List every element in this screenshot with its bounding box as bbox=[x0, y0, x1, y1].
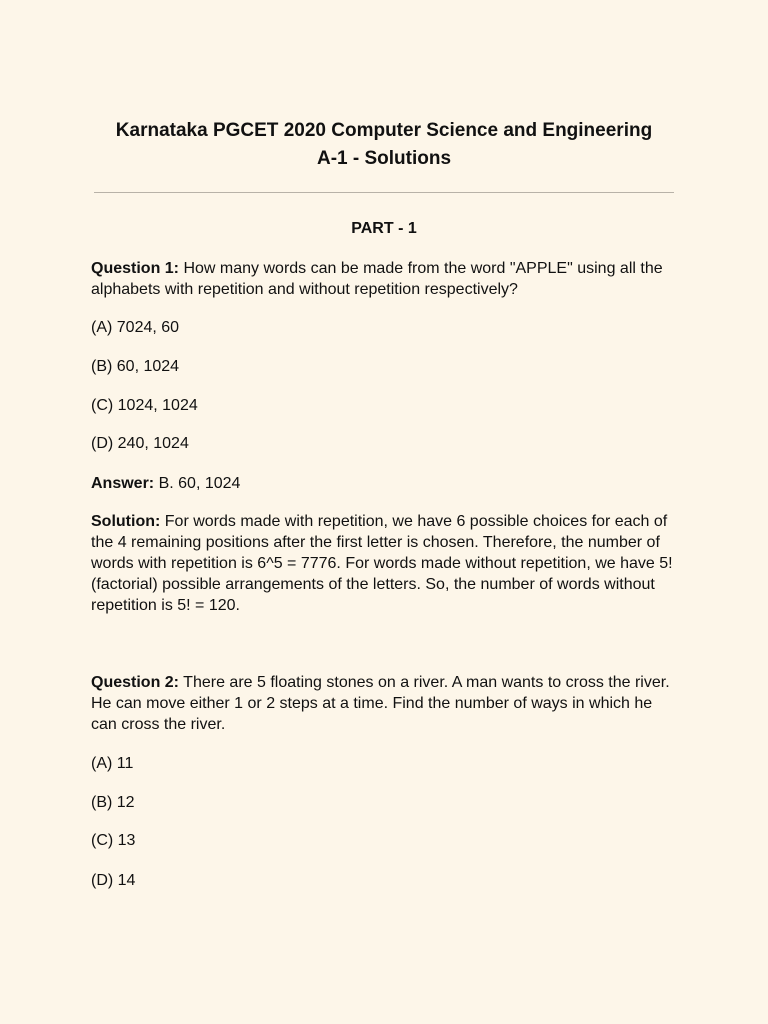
question-1-solution bbox=[91, 511, 681, 616]
answer-text: B. 60, 1024 bbox=[158, 475, 241, 492]
question-1-text: How many words can be made from the word "APPLE" using all the alphabets with repetition and without repetition respectively? bbox=[91, 260, 663, 298]
question-1-option-c: (C) 1024, 1024 bbox=[91, 397, 198, 414]
answer-label: Answer: bbox=[91, 475, 155, 492]
question-1-label: Question 1: bbox=[91, 260, 180, 277]
title-line-1: Karnataka PGCET 2020 Computer Science and Engineering bbox=[115, 120, 653, 141]
question-1-option-d: (D) 240, 1024 bbox=[91, 435, 189, 452]
solution-label: Solution: bbox=[91, 513, 161, 530]
question-1-option-b: (B) 60, 1024 bbox=[91, 358, 180, 375]
question-2-label: Question 2: bbox=[91, 674, 180, 691]
question-2-option-b: (B) 12 bbox=[91, 794, 135, 811]
question-2 bbox=[91, 672, 681, 735]
part-heading: PART - 1 bbox=[351, 220, 417, 237]
question-1 bbox=[91, 258, 681, 300]
question-1-answer bbox=[91, 473, 681, 494]
question-2-option-d: (D) 14 bbox=[91, 872, 136, 889]
question-2-text: There are 5 floating stones on a river. A man wants to cross the river. He can move either 1 or 2 steps at a time. Find the number of ways in which he can cross the river. bbox=[91, 674, 670, 733]
question-2-option-c: (C) 13 bbox=[91, 832, 136, 849]
title-line-2: A-1 - Solutions bbox=[316, 148, 452, 169]
solution-text: For words made with repetition, we have 6 possible choices for each of the 4 remaining positions after the first letter is chosen. Therefore, the number of words with repetition is 6^5 = 7776. For words made without repetition, we have 5! (factorial) possible arrangements of the letters. So, the number of words without repetition is 5! = 120. bbox=[91, 513, 673, 614]
title-divider bbox=[94, 192, 674, 193]
question-2-option-a: (A) 11 bbox=[91, 755, 134, 772]
question-1-option-a: (A) 7024, 60 bbox=[91, 319, 180, 336]
document-title bbox=[0, 117, 768, 173]
